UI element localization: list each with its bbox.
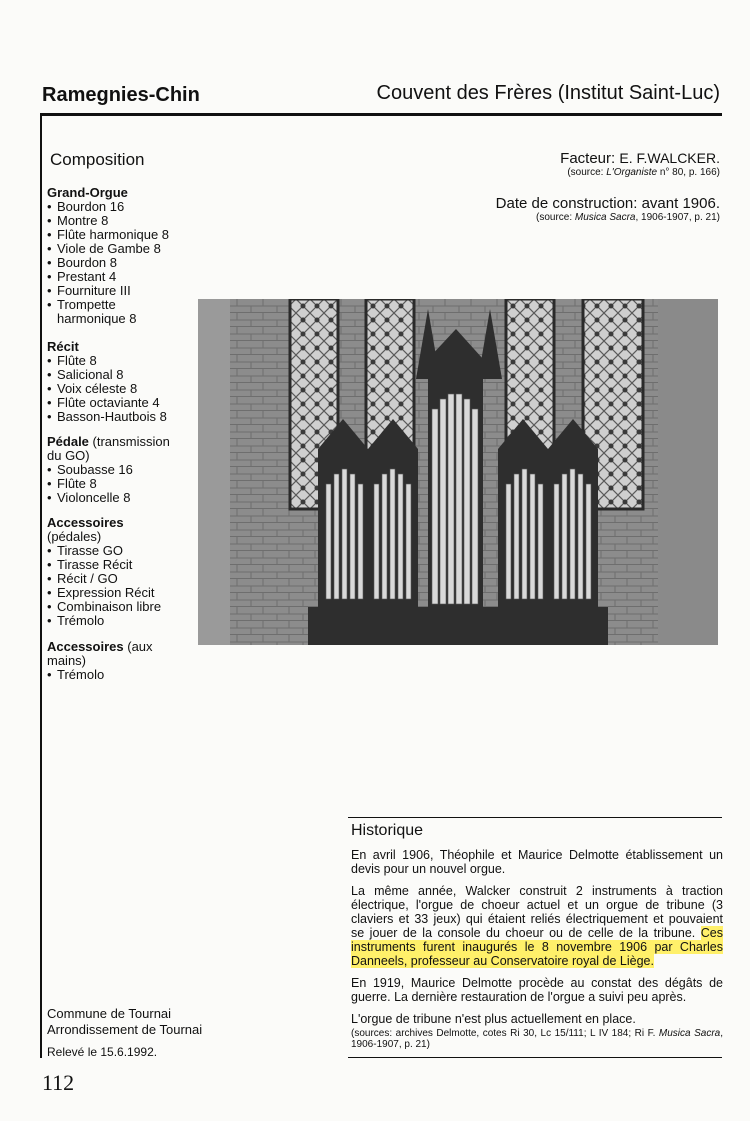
historique-body	[351, 848, 723, 1058]
venue-title: Couvent des Frères (Institut Saint-Luc)	[376, 82, 720, 104]
commune-block	[47, 1006, 202, 1038]
historique-rule-top	[348, 817, 722, 818]
facteur-value: E. F.WALCKER.	[619, 150, 720, 166]
section-grand-orgue	[47, 186, 169, 326]
stop-item: • Bourdon 8	[47, 256, 169, 270]
stop-item: • Voix céleste 8	[47, 382, 167, 396]
stop-item: • Basson-Hautbois 8	[47, 410, 167, 424]
section-head: Récit	[47, 339, 79, 354]
composition-title: Composition	[50, 150, 145, 169]
stop-item: • Flûte 8	[47, 477, 187, 491]
date-block	[496, 195, 720, 223]
section-head: Pédale	[47, 434, 89, 449]
section-recit	[47, 340, 167, 424]
historique-paragraph: L'orgue de tribune n'est plus actuellement en place.	[351, 1012, 636, 1026]
page-number: 112	[42, 1070, 75, 1095]
section-head: Accessoires	[47, 515, 124, 530]
stop-item: • Flûte 8	[47, 354, 167, 368]
commune-text: Commune de Tournai	[47, 1006, 172, 1021]
stop-item: • Trompette harmonique 8	[47, 298, 167, 326]
section-accessoires-pedales	[47, 516, 172, 628]
stop-item: • Violoncelle 8	[47, 491, 187, 505]
historique-paragraph: En avril 1906, Théophile et Maurice Delmotte établissement un devis pour un nouvel orgue.	[351, 848, 723, 876]
stop-item: • Bourdon 16	[47, 200, 169, 214]
section-head: Accessoires	[47, 639, 124, 654]
stop-item: • Tirasse GO	[47, 544, 172, 558]
section-accessoires-mains	[47, 640, 172, 682]
stop-item: • Viole de Gambe 8	[47, 242, 169, 256]
stop-item: • Soubasse 16	[47, 463, 187, 477]
stop-item: • Montre 8	[47, 214, 169, 228]
organ-photo-icon	[198, 299, 718, 645]
stop-item: • Fourniture III	[47, 284, 169, 298]
historique-rule-bottom	[348, 1057, 722, 1058]
date-value: avant 1906.	[641, 195, 720, 212]
organ-photo	[198, 299, 718, 645]
releve-date: Relevé le 15.6.1992.	[47, 1045, 158, 1059]
stop-item: • Flûte octaviante 4	[47, 396, 167, 410]
section-head: Grand-Orgue	[47, 185, 128, 200]
highlighted-text: Ces instruments furent inaugurés le 8 novembre 1906 par Charles Danneels, professeur au Conservatoire royal de Liège.	[351, 926, 723, 968]
stop-item: • Tirasse Récit	[47, 558, 172, 572]
section-head-note: (aux mains)	[47, 639, 153, 668]
stop-item: • Trémolo	[47, 614, 172, 628]
date-source: (source: Musica Sacra, 1906-1907, p. 21)	[536, 212, 720, 223]
facteur-label: Facteur:	[560, 150, 616, 167]
historique-title: Historique	[351, 822, 424, 839]
section-head-note: (transmission du GO)	[47, 434, 170, 463]
header-rule	[40, 113, 722, 116]
section-pedale	[47, 435, 187, 505]
arrondissement-text: Arrondissement de Tournai	[47, 1022, 203, 1037]
historique-paragraph: En 1919, Maurice Delmotte procède au constat des dégâts de guerre. La dernière restauration de l'orgue a suivi peu après.	[351, 976, 723, 1004]
stop-item: • Expression Récit	[47, 586, 172, 600]
section-head-note: (pédales)	[47, 529, 102, 544]
historique-paragraph: La même année, Walcker construit 2 instruments à traction électrique, l'orgue de choeur actuel et un orgue de tribune (3 claviers et 33 jeux) qui étaient reliés électriquement et pouvaient se jouer de la console du choeur ou de celle de la tribune. Ces instruments furent inaugurés le 8 novembre 1906 par Charles Danneels, professeur au Conservatoire royal de Liège.	[351, 884, 723, 968]
stop-item: • Trémolo	[47, 668, 172, 682]
facteur-block	[560, 150, 720, 178]
margin-rule	[40, 113, 42, 1058]
stop-item: • Combinaison libre	[47, 600, 172, 614]
stop-item: • Prestant 4	[47, 270, 169, 284]
date-label: Date de construction:	[495, 195, 638, 212]
stop-item: • Récit / GO	[47, 572, 172, 586]
place-title: Ramegnies-Chin	[42, 84, 200, 106]
facteur-source: (source: L'Organiste n° 80, p. 166)	[567, 167, 720, 178]
stop-item: • Flûte harmonique 8	[47, 228, 169, 242]
stop-item: • Salicional 8	[47, 368, 167, 382]
historique-sources: (sources: archives Delmotte, cotes Ri 30, Lc 15/111; L IV 184; Ri F. Musica Sacra, 1906-1907, p. 21)	[351, 1028, 724, 1050]
